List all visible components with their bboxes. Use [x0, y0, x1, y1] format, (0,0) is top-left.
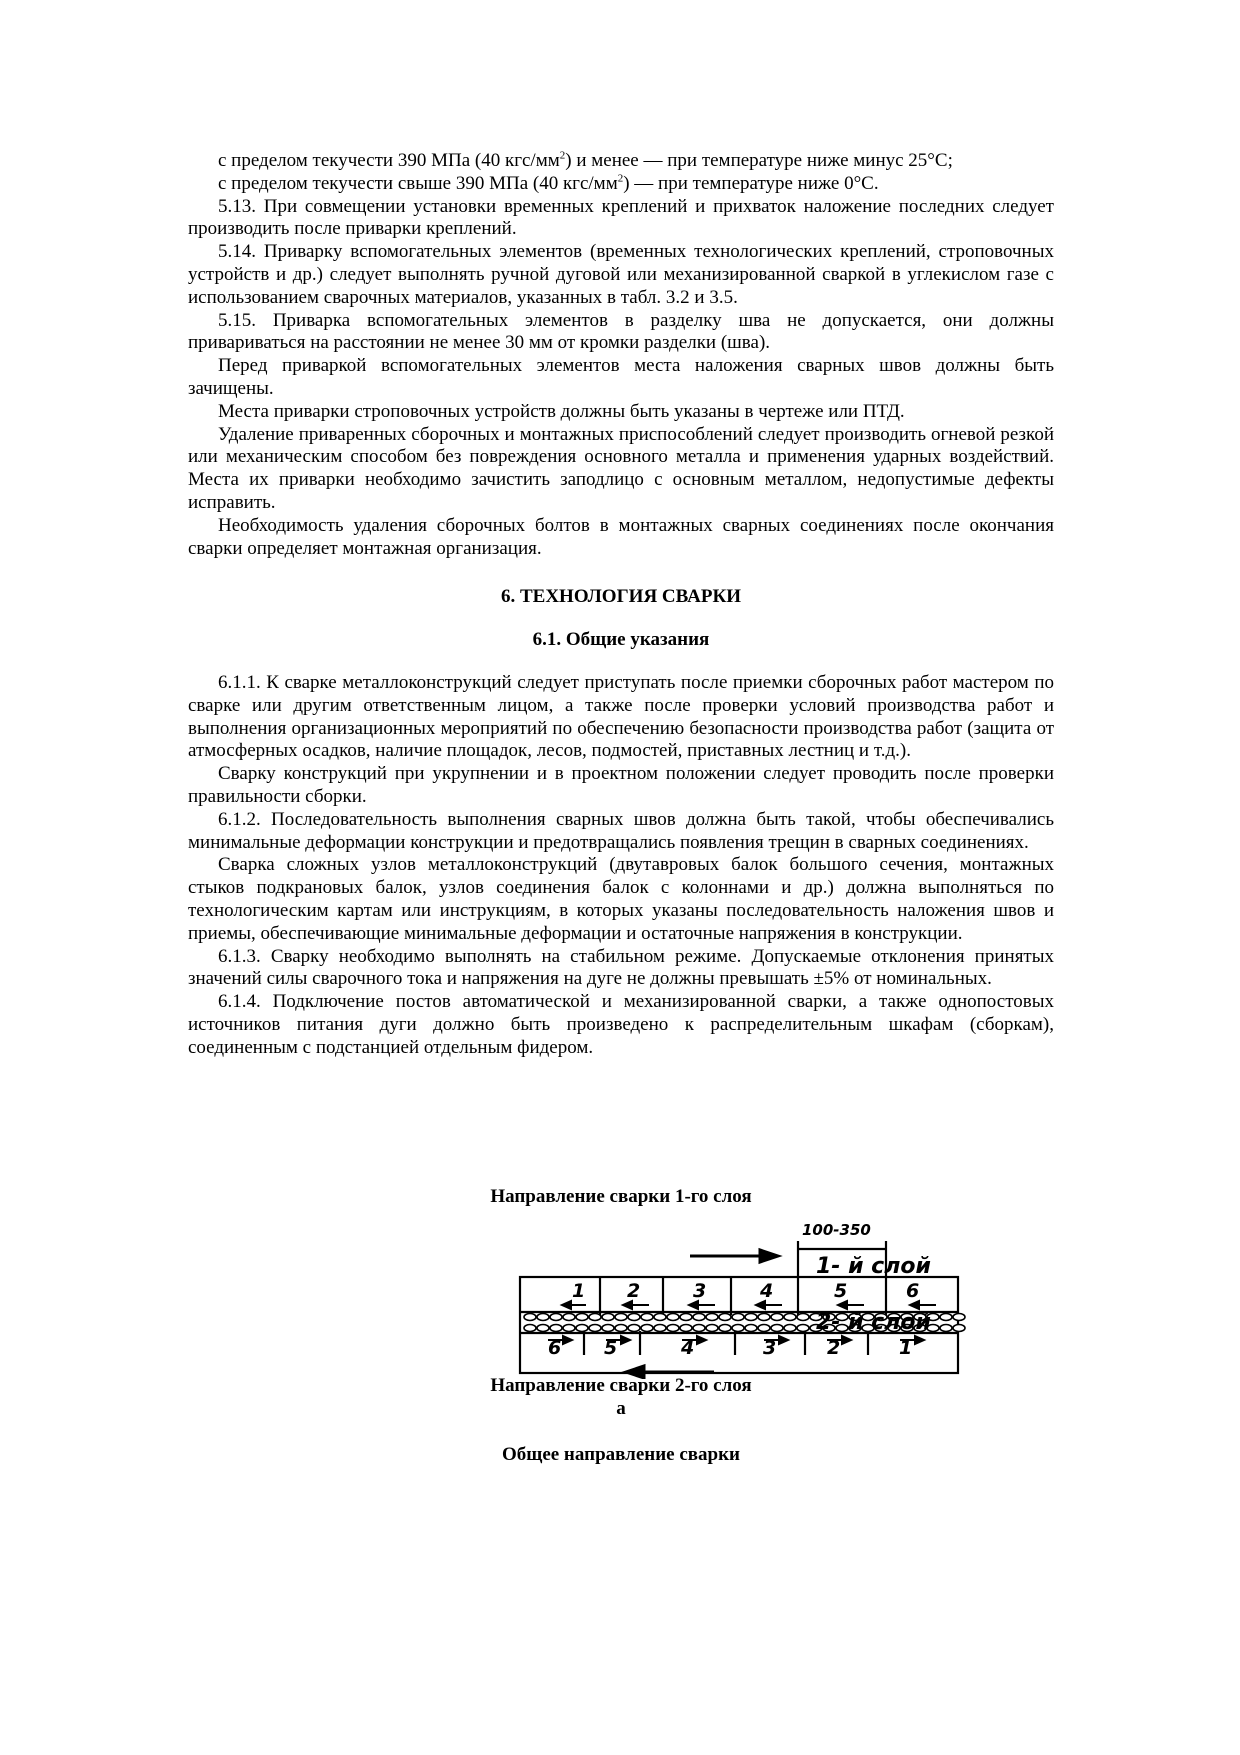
weld-bead [745, 1313, 757, 1320]
weld-bead [745, 1324, 757, 1331]
weld-bead [706, 1324, 718, 1331]
step-arrow [689, 1301, 715, 1309]
subsection-title: 6.1. Общие указания [532, 629, 710, 651]
weld-bead [576, 1313, 588, 1320]
caption-layer2-direction: Направление сварки 2-го слоя [490, 1374, 752, 1396]
weld-bead [758, 1313, 770, 1320]
weld-bead [693, 1324, 705, 1331]
weld-bead [641, 1324, 653, 1331]
weld-bead [550, 1324, 562, 1331]
step-arrow [623, 1301, 649, 1309]
weld-bead [537, 1324, 549, 1331]
paragraph-5-13: 5.13. При совмещении установки временных креплений и прихваток наложение последних следует производить после приварки креплений. [188, 195, 1054, 240]
paragraph-cleaning: Перед приваркой вспомогательных элементов места наложения сварных швов должны быть зачищены. [188, 355, 1054, 399]
paragraph-yield-limit-2: с пределом текучести свыше 390 МПа (40 кгс/$мм^2$) — при температуре ниже 0°С. [218, 172, 879, 194]
weld-bead [667, 1313, 679, 1320]
figure-sublabel: а [616, 1397, 626, 1419]
body-text [188, 150, 1054, 1059]
weld-bead [654, 1324, 666, 1331]
bottom-number-4: 4 [681, 1336, 695, 1359]
paragraph-6-1-1: 6.1.1. К сварке металлоконструкций следует приступать после приемки сборочных работ мастером по сварке или другим ответственным лицом, а также после проверки условий производства работ и выполнения организационных мероприятий по обеспечению безопасности производства работ (защита от атмосферных осадков, наличие площадок, лесов, подмостей, приставных лестниц и т.д.). [188, 671, 1054, 762]
weld-bead [680, 1324, 692, 1331]
weld-bead [524, 1324, 536, 1331]
weld-bead [771, 1324, 783, 1331]
weld-bead [953, 1324, 965, 1331]
weld-bead [641, 1313, 653, 1320]
weld-bead [953, 1313, 965, 1320]
paragraph-sling-places: Места приварки строповочных устройств должны быть указаны в чертеже или ПТД. [218, 400, 905, 422]
weld-bead [537, 1313, 549, 1320]
weld-bead [576, 1324, 588, 1331]
paragraph-yield-limit-1: с пределом текучести 390 МПа (40 кгс/$мм^2$) и менее — при температуре ниже минус 25°С; [218, 149, 953, 171]
paragraph-6-1-3: 6.1.3. Сварку необходимо выполнять на стабильном режиме. Допускаемые отклонения принятых значений силы сварочного тока и напряжения на дуге не должны превышать ±5% от номинальных. [188, 945, 1054, 990]
weld-bead [602, 1324, 614, 1331]
weld-bead [797, 1324, 809, 1331]
caption-general-direction: Общее направление сварки [502, 1444, 740, 1466]
weld-bead [589, 1324, 601, 1331]
weld-bead [667, 1324, 679, 1331]
paragraph-5-14: 5.14. Приварку вспомогательных элементов (временных технологических креплений, строповочных устройств и др.) следует выполнять ручной дуговой или механизированной сваркой в углекислом газе с использованием сварочных материалов, указанных в табл. 3.2 и 3.5. [188, 241, 1054, 308]
direction-arrow-top [690, 1250, 778, 1262]
weld-bead [732, 1324, 744, 1331]
welding-sequence-diagram [324, 1209, 974, 1379]
weld-bead [693, 1313, 705, 1320]
weld-bead [784, 1324, 796, 1331]
weld-bead [732, 1313, 744, 1320]
top-number-2: 2 [627, 1279, 641, 1302]
top-number-1: 1 [572, 1279, 586, 1302]
weld-bead [563, 1313, 575, 1320]
weld-bead [784, 1313, 796, 1320]
top-number-4: 4 [760, 1279, 774, 1302]
weld-bead [771, 1313, 783, 1320]
step-arrow [910, 1301, 936, 1309]
bottom-number-2: 2 [827, 1336, 841, 1359]
weld-bead [589, 1313, 601, 1320]
weld-bead [602, 1313, 614, 1320]
caption-layer1-direction: Направление сварки 1-го слоя [490, 1186, 752, 1207]
weld-bead [719, 1313, 731, 1320]
paragraph-complex-nodes: Сварка сложных узлов металлоконструкций (двутавровых балок большого сечения, монтажных стыков подкрановых балок, узлов соединения балок с колоннами и др.) должна выполняться по технологическим картам или инструкциям, в которых указаны последовательность наложения швов и приемы, обеспечивающие минимальные деформации и остаточные напряжения в конструкции. [188, 854, 1054, 944]
weld-bead [615, 1324, 627, 1331]
weld-bead [719, 1324, 731, 1331]
weld-bead [615, 1313, 627, 1320]
weld-bead [758, 1324, 770, 1331]
step-arrow [838, 1301, 864, 1309]
weld-bead [940, 1324, 952, 1331]
weld-bead [680, 1313, 692, 1320]
paragraph-bolts: Необходимость удаления сборочных болтов в монтажных сварных соединениях после окончания сварки определяет монтажная организация. [188, 514, 1054, 559]
weld-bead [706, 1313, 718, 1320]
weld-bead [628, 1324, 640, 1331]
weld-bead [940, 1313, 952, 1320]
bottom-number-3: 3 [763, 1336, 777, 1359]
weld-bead [563, 1324, 575, 1331]
top-number-3: 3 [693, 1279, 707, 1302]
bottom-number-5: 5 [604, 1336, 618, 1359]
weld-bead [654, 1313, 666, 1320]
weld-bead [797, 1313, 809, 1320]
paragraph-assembly-check: Сварку конструкций при укрупнении и в проектном положении следует проводить после проверки правильности сборки. [188, 763, 1054, 807]
section-title: 6. ТЕХНОЛОГИЯ СВАРКИ [500, 586, 742, 608]
bottom-number-6: 6 [548, 1336, 562, 1359]
paragraph-6-1-2: 6.1.2. Последовательность выполнения сварных швов должна быть такой, чтобы обеспечивались минимальные деформации конструкции и предотвращались появления трещин в сварных соединениях. [188, 808, 1054, 853]
step-arrow [756, 1301, 782, 1309]
welding-figure [188, 1186, 1054, 1467]
paragraph-removal: Удаление приваренных сборочных и монтажных приспособлений следует производить огневой резкой или механическим способом без повреждения основного металла и применения ударных воздействий. Места их приварки необходимо зачистить заподлицо с основным металлом, недопустимые дефекты исправить. [188, 423, 1054, 513]
top-number-6: 6 [906, 1279, 920, 1302]
weld-bead [550, 1313, 562, 1320]
step-arrow [562, 1301, 586, 1309]
top-number-5: 5 [834, 1279, 848, 1302]
layer1-label: 1- й слой [816, 1254, 931, 1279]
bottom-number-1: 1 [899, 1336, 913, 1359]
weld-bead [628, 1313, 640, 1320]
paragraph-6-1-4: 6.1.4. Подключение постов автоматической и механизированной сварки, а также однопостовых источников питания дуги должно быть произведено к распределительным шкафам (сборкам), соединенным с подстанцией отдельным фидером. [188, 991, 1054, 1058]
dimension-label: 100-350 [802, 1220, 871, 1239]
paragraph-5-15: 5.15. Приварка вспомогательных элементов в разделку шва не допускается, они должны привариваться на расстоянии не менее 30 мм от кромки разделки (шва). [188, 309, 1054, 354]
weld-bead [524, 1313, 536, 1320]
layer2-label: 2- й слой [816, 1310, 931, 1335]
